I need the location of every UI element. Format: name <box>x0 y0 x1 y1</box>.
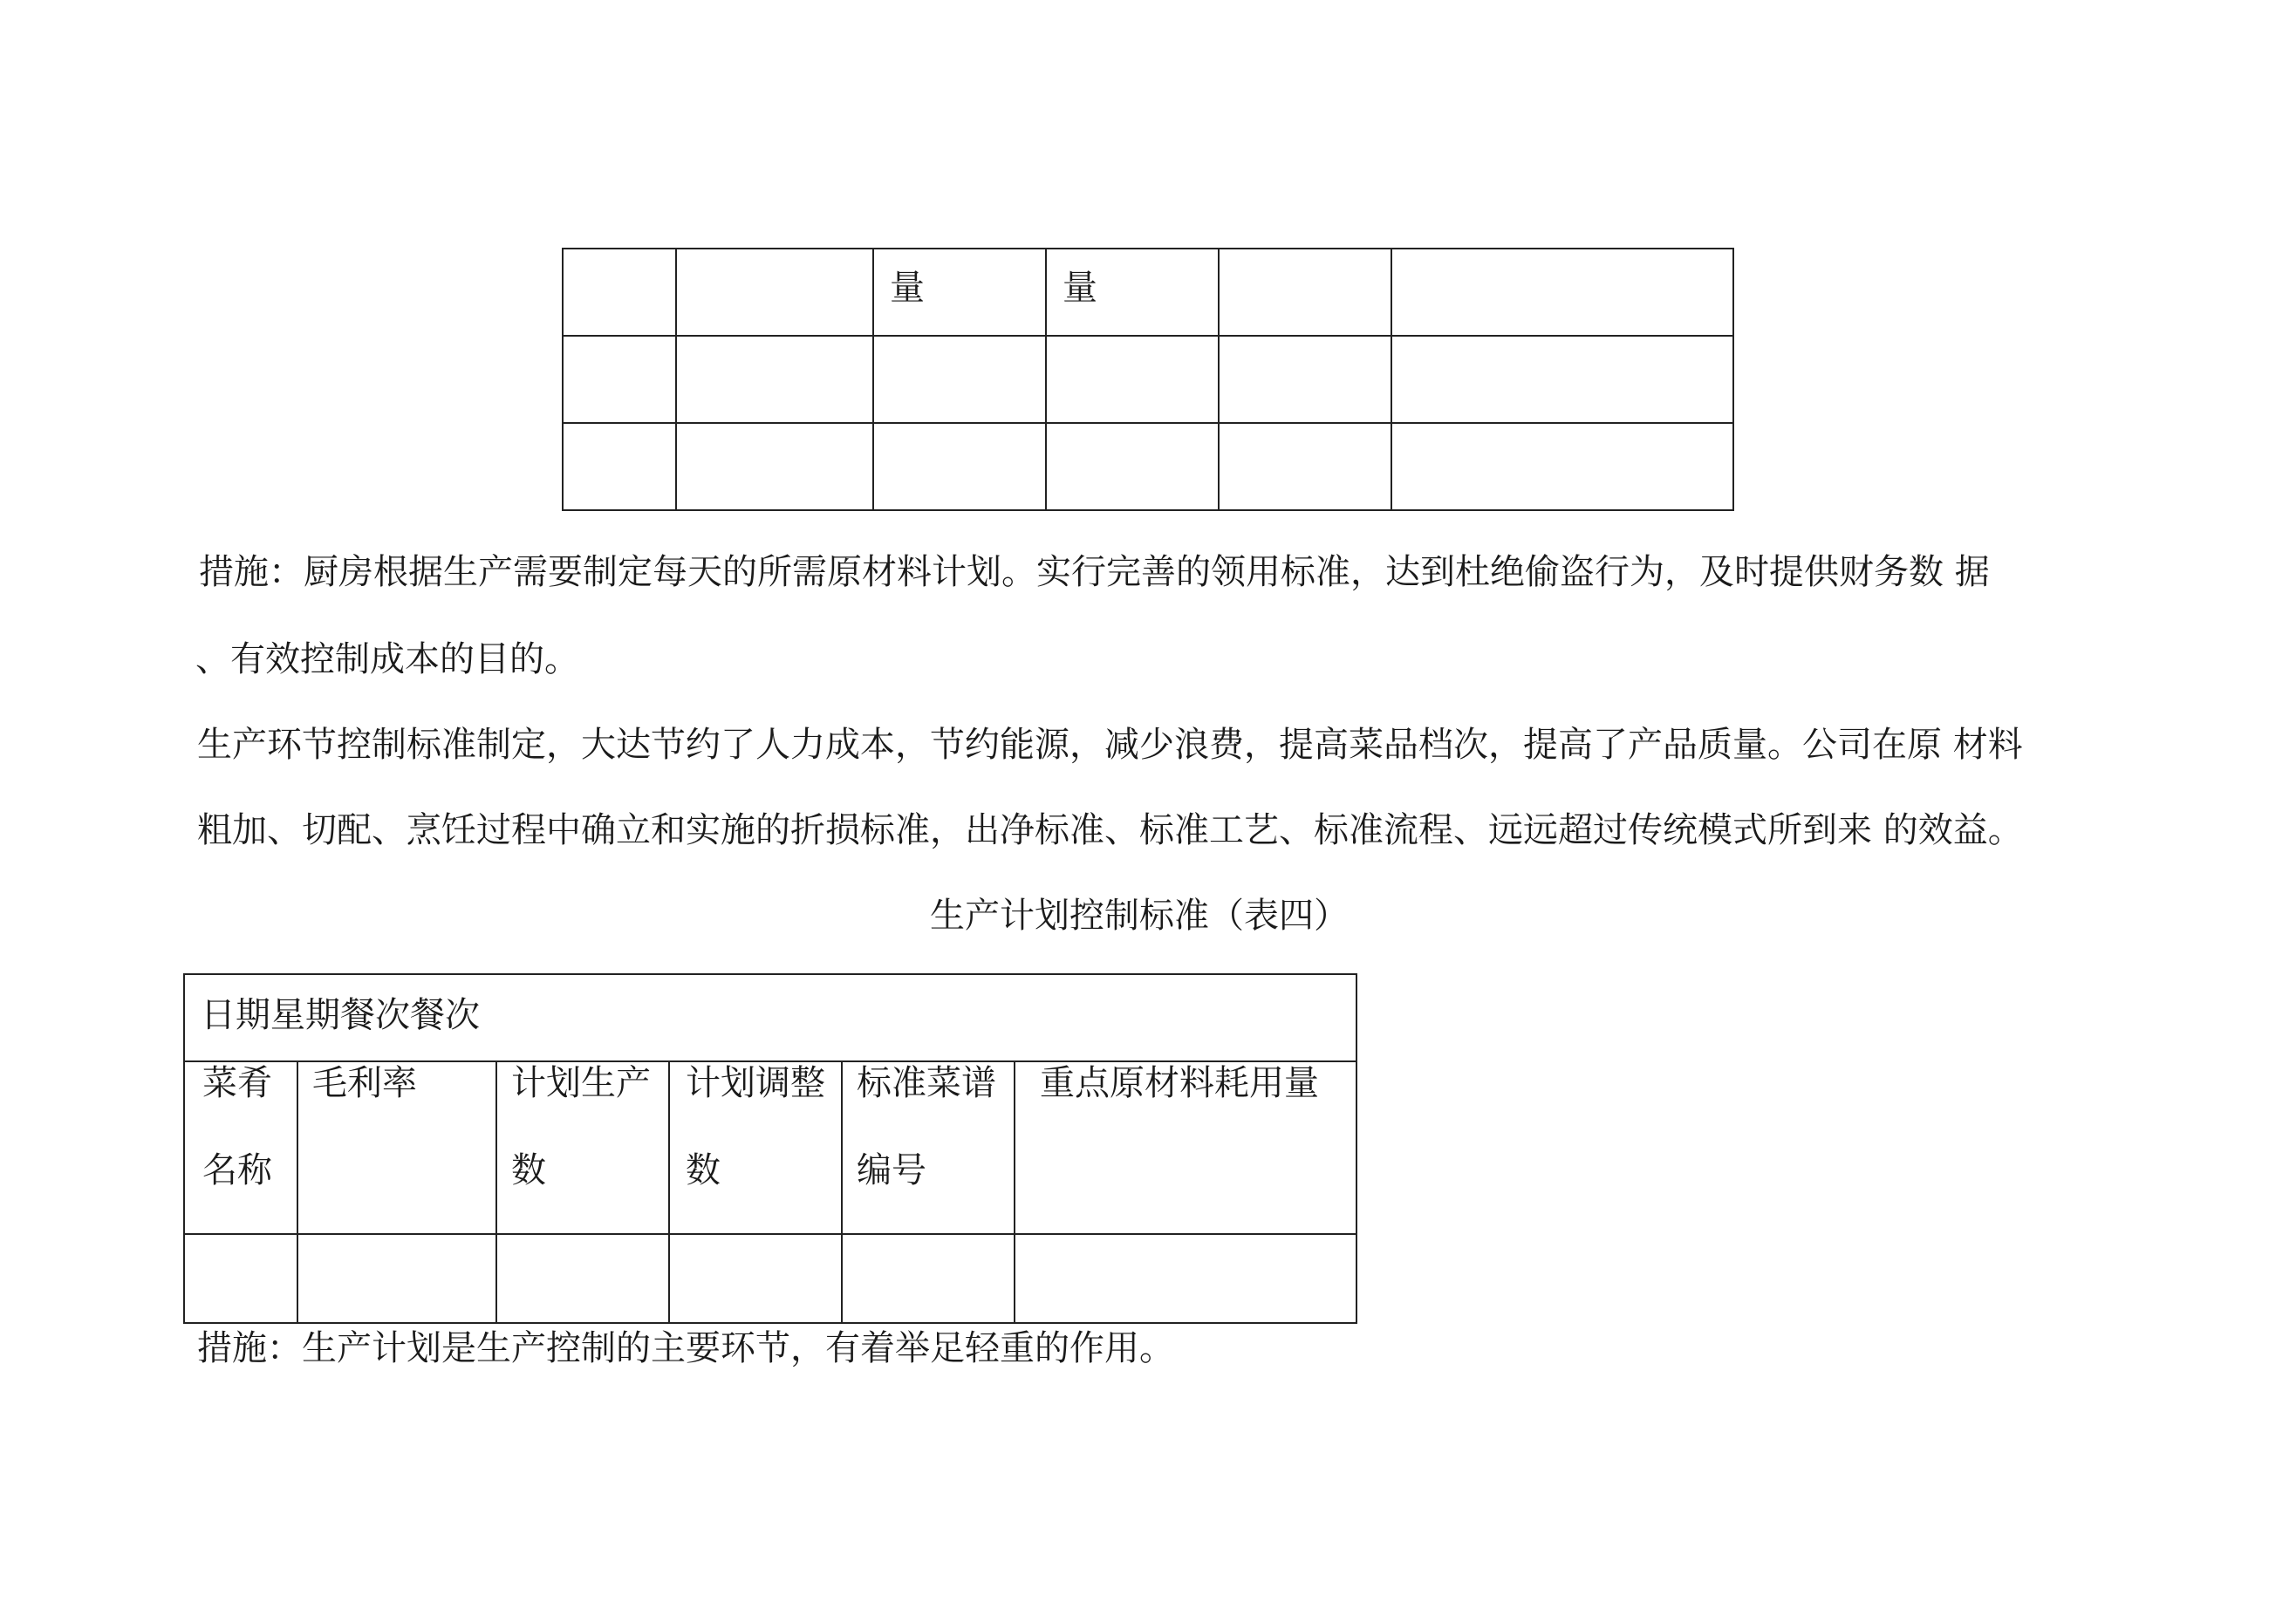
table-column-row <box>184 1061 1356 1234</box>
table-cell <box>676 423 873 510</box>
table-title: 生产计划控制标准（表四） <box>930 896 1349 936</box>
table-cell <box>676 249 873 336</box>
material-usage-table <box>562 248 1734 511</box>
table-cell <box>1015 1234 1356 1323</box>
table-cell <box>1219 336 1391 423</box>
table-cell <box>1015 1061 1356 1234</box>
column-header: 毛利率 <box>312 1063 417 1103</box>
table-cell <box>297 1234 496 1323</box>
column-header: 计划调整数 <box>686 1063 825 1190</box>
table-cell <box>184 1234 297 1323</box>
table-cell <box>873 336 1046 423</box>
table-cell <box>1046 336 1219 423</box>
table-cell <box>297 1061 496 1234</box>
table-cell <box>184 1061 297 1234</box>
table-cell <box>1391 336 1733 423</box>
table-cell <box>1219 249 1391 336</box>
production-plan-table <box>183 973 1357 1324</box>
table-cell <box>563 336 676 423</box>
column-header: 菜肴名称 <box>202 1063 272 1190</box>
table-cell <box>1219 423 1391 510</box>
plan-header: 日期星期餐次餐次 <box>201 995 480 1035</box>
cell-text-liang: 量 <box>1063 268 1097 308</box>
table-cell <box>1391 423 1733 510</box>
measure-paragraph-2: 措施：生产计划是生产控制的主要环节，有着举足轻重的作用。 <box>197 1328 1174 1368</box>
table-row <box>563 249 1733 336</box>
table-cell <box>1046 423 1219 510</box>
table-cell <box>496 1234 669 1323</box>
cell-text-liang: 量 <box>890 268 925 308</box>
table-cell <box>873 249 1046 336</box>
table-cell <box>1046 249 1219 336</box>
column-header: 计划生产数 <box>511 1063 651 1190</box>
table-cell <box>676 336 873 423</box>
table-row <box>184 1234 1356 1323</box>
measure-paragraph-line-1: 措施：厨房根据生产需要制定每天的所需原材料计划。实行完善的领用标准，达到杜绝偷盗行为，及时提供财务数 据 <box>199 552 1990 592</box>
column-header: 重点原材料耗用量 <box>1040 1063 1319 1103</box>
table-cell <box>563 249 676 336</box>
table-cell <box>563 423 676 510</box>
table-cell <box>669 1061 842 1234</box>
table-row <box>563 423 1733 510</box>
table-cell <box>842 1061 1015 1234</box>
table-row <box>563 336 1733 423</box>
table-cell <box>842 1234 1015 1323</box>
production-paragraph-line-2: 粗加、切配、烹饪过程中确立和实施的折损标准，出净标准、标准工艺、标准流程、远远超过传统模式所到来 的效益。 <box>197 810 2023 850</box>
table-cell <box>873 423 1046 510</box>
column-header: 标准菜谱编号 <box>857 1063 996 1190</box>
measure-paragraph-line-2: 、有效控制成本的目的。 <box>195 639 579 679</box>
table-cell <box>669 1234 842 1323</box>
table-cell <box>1391 249 1733 336</box>
table-cell <box>496 1061 669 1234</box>
production-paragraph-line-1: 生产环节控制标准制定，大达节约了人力成本，节约能源，减少浪费，提高菜品档次，提高了产品质量。公司在原 材料 <box>197 725 2023 765</box>
